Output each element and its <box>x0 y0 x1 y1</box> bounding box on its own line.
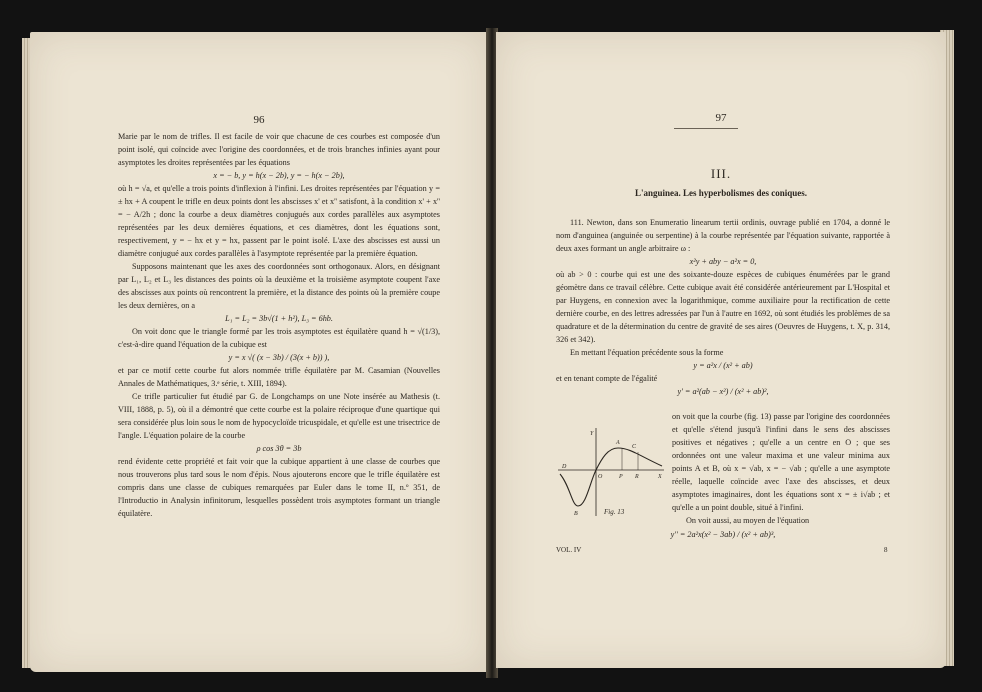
section-title: L'anguinea. Les hyperbolismes des coniques. <box>634 188 808 198</box>
left-page <box>30 32 488 672</box>
figure-label-r: R <box>635 474 639 480</box>
figure-label-b: B <box>574 511 578 517</box>
left-equation-1: x = − b, y = h(x − 2b), y = − h(x − 2b), <box>213 171 345 180</box>
left-paragraph-7: rend évidente cette propriété et fait voir que la cubique appartient à une classe de courbes que nous trouverons plus tard sous le nom d'épis. Nous ajouterons encore que le trifle équilatère est compris dans une classe de cubiques remarquées par Euler dans le tome II, n.º 351, de l'Introductio in Analysin infinitorum, lesquelles possèdent trois asymptotes formant un triangle équilatère. <box>118 457 440 518</box>
figure-13 <box>556 426 666 518</box>
left-paragraph-3: Supposons maintenant que les axes des coordonnées sont orthogonaux. Alors, en désignant par L₁, L₂ et L₃ les distances des points où la deuxième et la troisième asymptote coupent l'axe des abscisses aux points où rencontrent la première, et la distance des points où la première coupe les deux dernières, on a <box>118 262 440 310</box>
left-paragraph-6: Ce trifle particulier fut étudié par G. de Longchamps on une Note insérée au Mathesis (t. VIII, 1888, p. 5), où il a démontré que cette courbe est la polaire réciproque d'une quartique qui sera considérée plus loin sous le nom de hypocycloïde tricuspidale, et qu'elle est une trisectrice de l'angle. L'équation polaire de la courbe <box>118 392 440 440</box>
left-page-number: 96 <box>253 114 265 126</box>
figure-label-a: A <box>616 440 620 446</box>
left-paragraph-1: Marie par le nom de trifles. Il est facile de voir que chacune de ces courbes est composée d'un point isolé, qui coïncide avec l'origine des coordonnées, et de trois branches infinies ayant pour asymptotes les droites représentées par les équations <box>118 132 440 167</box>
left-paragraph-2: où h = √a, et qu'elle a trois points d'inflexion à l'infini. Les droites représentées par l'équation y = ± hx + A coupent le trifle en deux points dont les abscisses x' et x'' satisfont, à la condition x' + x'' = − A/2h ; donc la courbe a deux diamètres conjugués aux cordes parallèles aux asymptotes représentées par les deux dernières équations, et ces diamètres, dont les équations sont, respectivement, y = − hx et y = hx, passent par le point isolé. L'axe des abscisses est aussi un diamètre conjugué aux cordes parallèles à l'asymptote représentée par la première équation. <box>118 184 440 258</box>
right-page <box>496 32 946 668</box>
right-paragraph-2: où ab > 0 : courbe qui est une des soixante-douze espèces de cubiques énumérées par le grand géomètre dans ce travail célèbre. Cette cubique avait été considérée antérieurement par L'Hospital et par Huygens, en connexion avec la logarithmique, comme auxiliaire pour la rectification de cette dernière courbe, en des lettres adressées par l'un à l'autre en 1692, où sont étudiés les problèmes de sa quadrature et de la détermination du centre de gravité de ses aires (Oeuvres de Huygens, t. X, p. 314, 326 et 342). <box>556 270 890 344</box>
right-paragraph-6: On voit aussi, au moyen de l'équation <box>686 516 810 525</box>
footer-signature: 8 <box>884 546 888 554</box>
right-paragraph-3: En mettant l'équation précédente sous la forme <box>570 348 724 357</box>
right-equation-1: x²y + aby − a²x = 0, <box>689 257 757 266</box>
right-paragraph-1: 111. Newton, dans son Enumeratio linearum tertii ordinis, ouvrage publié en 1704, a donné le nom d'anguinea (anguinée ou serpentine) à la courbe représentée par l'équation suivante, rapportée à deux axes formant un angle arbitraire ω : <box>556 218 890 253</box>
figure-label-d: D <box>562 464 567 470</box>
footer-volume: VOL. IV <box>556 546 582 554</box>
left-equation-3: y = x √( (x − 3b) / (3(x + b)) ), <box>228 353 330 362</box>
chapter-heading: III. <box>710 166 732 181</box>
right-equation-2: y = a²x / (x² + ab) <box>693 361 753 370</box>
figure-label-o: O <box>598 474 603 480</box>
left-paragraph-5: et par ce motif cette courbe fut alors nommée trifle équilatère par M. Casamian (Nouvelles Annales de Mathématiques, 3.ᵉ série, t. XIII, 1894). <box>118 366 440 388</box>
figure-label-y: Y <box>590 431 594 437</box>
figure-13-caption: Fig. 13 <box>604 508 625 516</box>
left-equation-4: ρ cos 3θ = 3b <box>256 444 302 453</box>
figure-label-p: P <box>619 474 623 480</box>
left-paragraph-4: On voit donc que le triangle formé par les trois asymptotes est équilatère quand h = √(1/3), c'est-à-dire quand l'équation de la cubique est <box>118 327 440 349</box>
right-page-body-bottom <box>672 410 890 527</box>
figure-label-x: X <box>658 474 662 480</box>
right-paragraph-5: on voit que la courbe (fig. 13) passe par l'origine des coordonnées et qu'elle s'étend jusqu'à l'infini dans le sens des abscisses positives et négatives ; qu'elle a un centre en O ; que ses ordonnées ont une valeur maxima et une valeur minima aux points A et B, où x = √ab, x = − √ab ; qu'elle a une asymptote réelle, laquelle coïncide avec l'axe des abscisses, et deux asymptotes imaginaires, dont les équations sont x = ± i√ab ; et qu'elle a un point double, situé à l'infini. <box>672 412 890 512</box>
right-page-body-top <box>556 216 890 398</box>
left-equation-2: L₁ = L₂ = 3b√(1 + h²), L₃ = 6hb. <box>225 314 333 323</box>
left-page-body <box>118 130 440 520</box>
right-page-number: 97 <box>715 112 727 124</box>
right-equation-3: y' = a²(ab − x²) / (x² + ab)², <box>677 387 769 396</box>
right-paragraph-4: et en tenant compte de l'égalité <box>556 374 658 383</box>
page-number-rule <box>674 128 738 129</box>
right-page-body-eq4 <box>556 528 890 541</box>
figure-label-c: C <box>632 444 637 450</box>
right-equation-4: y'' = 2a²x(x² − 3ab) / (x² + ab)³, <box>670 530 776 539</box>
figure-anguinea-curve <box>560 448 662 506</box>
